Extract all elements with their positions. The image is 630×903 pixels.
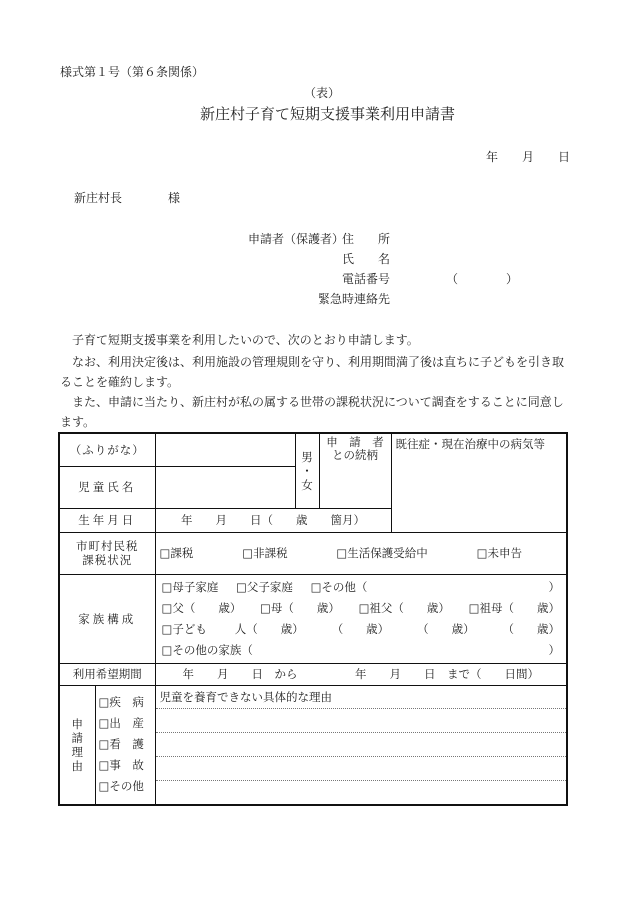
reason-line[interactable] [156, 757, 567, 781]
family-label: 家族構成 [59, 574, 155, 663]
reason-label-char-4: 由 [71, 758, 83, 773]
reason-childbirth[interactable]: □出 産 [98, 716, 144, 730]
gender-female[interactable]: 女 [301, 477, 313, 492]
tax-option-taxable[interactable]: □課税 [159, 546, 194, 560]
family-options [155, 574, 567, 663]
furigana-field[interactable] [155, 433, 295, 466]
paragraph-2: なお、利用決定後は、利用施設の管理規則を守り、利用期間満了後は直ちに子どもを引き取ることを確約します。 [60, 355, 565, 389]
family-children-count[interactable]: 人（ 歳） [234, 621, 304, 636]
reason-text-label: 児童を養育できない具体的な理由 [156, 686, 567, 710]
illness-field[interactable] [391, 433, 567, 532]
applicant-phone: 電話番号 [342, 272, 391, 286]
reason-label-char-2: 請 [71, 730, 83, 745]
reason-label-char-1: 申 [71, 716, 83, 731]
family-grandmother[interactable]: □祖母（ 歳） [468, 600, 560, 615]
gender-field[interactable] [295, 433, 319, 508]
reason-line[interactable] [156, 733, 567, 757]
tax-option-nontaxable[interactable]: □非課税 [242, 546, 288, 560]
family-single-mother[interactable]: □母子家庭 [161, 579, 219, 594]
family-children[interactable]: □子ども [161, 621, 207, 636]
furigana-label: （ふりがな） [59, 433, 155, 466]
paragraph-3: また、申請に当たり、新庄村が私の属する世帯の課税状況について調査をすることに同意します。 [60, 395, 564, 429]
relation-label-1: 申 請 者 [326, 435, 384, 449]
child-name-field[interactable] [155, 466, 295, 508]
form-number: 様式第１号（第６条関係） [60, 65, 205, 79]
reason-label [59, 685, 95, 805]
side-label: （表） [304, 86, 341, 100]
page-title: 新庄村子育て短期支援事業利用申請書 [200, 105, 456, 123]
reason-options [95, 685, 155, 805]
addressee-honorific: 様 [168, 191, 181, 205]
family-other[interactable]: □その他（ [310, 579, 368, 594]
gender-dot: ・ [301, 463, 313, 478]
period-field[interactable]: 年 月 日 から 年 月 日 まで（ 日間） [155, 663, 567, 685]
date-month: 月 [522, 150, 535, 164]
reason-other[interactable]: □その他 [98, 779, 144, 793]
tax-option-unreported[interactable]: □未申告 [476, 546, 522, 560]
application-table [58, 432, 568, 806]
reason-text-field[interactable] [155, 685, 567, 805]
family-child-age-2[interactable]: （ 歳） [331, 621, 390, 636]
paragraph-1: 子育て短期支援事業を利用したいので、次のとおり申請します。 [60, 333, 419, 347]
date-day: 日 [558, 150, 571, 164]
birthdate-label: 生年月日 [59, 508, 155, 532]
illness-label: 既往症・現在治療中の病気等 [395, 437, 545, 451]
gender-male[interactable]: 男 [301, 449, 313, 464]
tax-options [155, 532, 567, 574]
period-label: 利用希望期間 [59, 663, 155, 685]
tax-label [59, 532, 155, 574]
applicant-address: 住 所 [342, 232, 391, 246]
reason-line[interactable] [156, 709, 567, 733]
applicant-emergency: 緊急時連絡先 [318, 292, 391, 306]
family-grandfather[interactable]: □祖父（ 歳） [358, 600, 450, 615]
birthdate-field[interactable]: 年 月 日（ 歳 箇月） [155, 508, 391, 532]
family-child-age-3[interactable]: （ 歳） [417, 621, 475, 636]
tax-option-welfare[interactable]: □生活保護受給中 [336, 546, 428, 560]
tax-label-2: 課税状況 [82, 553, 133, 567]
reason-accident[interactable]: □事 故 [98, 758, 144, 772]
family-single-father[interactable]: □父子家庭 [236, 579, 293, 594]
reason-illness[interactable]: □疾 病 [98, 695, 144, 709]
family-other-close: ） [548, 579, 560, 594]
reason-line[interactable] [156, 781, 567, 804]
reason-nursing[interactable]: □看 護 [98, 737, 144, 751]
date-year: 年 [486, 150, 499, 164]
relation-cell[interactable] [319, 433, 391, 508]
family-mother[interactable]: □母（ 歳） [260, 600, 340, 615]
applicant-phone-parens: （ ） [446, 272, 519, 286]
child-name-label: 児童氏名 [59, 466, 155, 508]
family-father[interactable]: □父（ 歳） [161, 600, 242, 615]
family-other-members-close: ） [548, 642, 560, 657]
applicant-name: 氏 名 [342, 252, 391, 266]
applicant-label: 申請者（保護者） [248, 232, 345, 246]
relation-label-2: との続柄 [332, 448, 378, 462]
reason-label-char-3: 理 [71, 744, 83, 759]
tax-label-1: 市町村民税 [76, 539, 139, 553]
family-child-age-4[interactable]: （ 歳） [502, 621, 560, 636]
addressee-name: 新庄村長 [74, 191, 123, 205]
family-other-members[interactable]: □その他の家族（ [161, 642, 253, 657]
